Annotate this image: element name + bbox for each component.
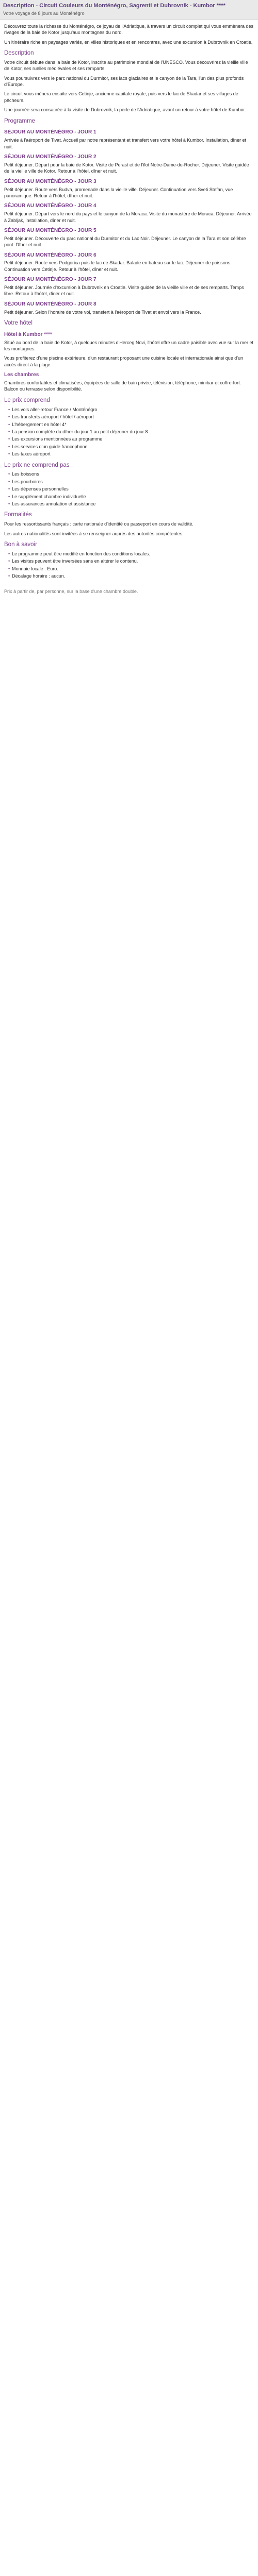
day-title: SÉJOUR AU MONTÉNÉGRO - JOUR 5	[4, 227, 96, 233]
good-to-know-section	[4, 541, 254, 579]
not-included-section	[4, 462, 254, 507]
section-heading: Le prix ne comprend pas	[4, 462, 70, 468]
day-title: SÉJOUR AU MONTÉNÉGRO - JOUR 6	[4, 252, 96, 258]
formalities-section	[4, 511, 254, 537]
list-item: • Les vols aller-retour France / Monténégro	[4, 406, 254, 413]
program-day	[4, 154, 254, 175]
program-section	[4, 117, 254, 315]
description-section	[4, 49, 254, 113]
main-content	[0, 20, 258, 600]
intro-paragraph: Découvrez toute la richesse du Monténégro, ce joyau de l'Adriatique, à travers un circuit complet qui vous emmènera des rivages de la baie de Kotor jusqu'aux montagnes du nord.	[4, 23, 253, 36]
day-title: SÉJOUR AU MONTÉNÉGRO - JOUR 3	[4, 178, 96, 184]
list-item: • Les assurances annulation et assistance	[4, 501, 254, 507]
day-text: Petit déjeuner. Journée d'excursion à Dubrovnik en Croatie. Visite guidée de la vieille ville et de ses remparts. Temps libre. Retour à l'hôtel, dîner et nuit.	[4, 284, 244, 297]
program-day	[4, 227, 254, 248]
day-text: Petit déjeuner. Route vers Budva, promenade dans la vieille ville. Déjeuner. Continuation vers Sveti Stefan, vue panoramique. Retour à l'hôtel, dîner et nuit.	[4, 187, 233, 198]
list-item: • L'hébergement en hôtel 4*	[4, 421, 254, 428]
list-item: • La pension complète du dîner du jour 1 au petit déjeuner du jour 8	[4, 429, 254, 435]
program-day	[4, 301, 254, 315]
day-text: Petit déjeuner. Départ pour la baie de Kotor. Visite de Perast et de l'îlot Notre-Dame-du-Rocher. Déjeuner. Visite guidée de la vieille ville de Kotor. Retour à l'hôtel, dîner et nuit.	[4, 162, 249, 174]
section-heading: Votre hôtel	[4, 319, 33, 326]
day-text: Petit déjeuner. Selon l'horaire de votre vol, transfert à l'aéroport de Tivat et envol vers la France.	[4, 309, 201, 315]
page-header	[0, 0, 258, 20]
section-heading: Le prix comprend	[4, 397, 50, 403]
day-text: Petit déjeuner. Route vers Podgorica puis le lac de Skadar. Balade en bateau sur le lac. Déjeuner de poissons. Continuation vers Cetinje. Retour à l'hôtel, dîner et nuit.	[4, 260, 232, 272]
program-day	[4, 202, 254, 224]
list-item: • Les excursions mentionnées au programme	[4, 436, 254, 442]
section-heading: Programme	[4, 117, 36, 124]
list-item: • Décalage horaire : aucun.	[4, 573, 254, 579]
day-text: Arrivée à l'aéroport de Tivat. Accueil par notre représentant et transfert vers votre hôtel à Kumbor. Installation, dîner et nuit.	[4, 138, 246, 149]
description-paragraph: Votre circuit débute dans la baie de Kotor, inscrite au patrimoine mondial de l'UNESCO. Vous découvrirez la vieille ville de Kotor, ses ruelles médiévales et ses remparts.	[4, 59, 248, 72]
rooms-heading: Les chambres	[4, 372, 39, 378]
footer-text: Prix à partir de, par personne, sur la base d'une chambre double.	[4, 588, 138, 594]
description-paragraph: Le circuit vous mènera ensuite vers Cetinje, ancienne capitale royale, puis vers le lac de Skadar et ses villages de pêcheurs.	[4, 91, 238, 103]
list-item: • Les dépenses personnelles	[4, 486, 254, 492]
list-item: • Le supplément chambre individuelle	[4, 494, 254, 500]
day-title: SÉJOUR AU MONTÉNÉGRO - JOUR 4	[4, 203, 96, 209]
description-paragraph: Vous poursuivrez vers le parc national du Durmitor, ses lacs glaciaires et le canyon de la Tara, l'un des plus profonds d'Europe.	[4, 75, 244, 87]
section-heading: Formalités	[4, 512, 32, 518]
included-section	[4, 397, 254, 457]
program-day	[4, 252, 254, 273]
day-title: SÉJOUR AU MONTÉNÉGRO - JOUR 8	[4, 301, 96, 307]
hotel-paragraph: Vous profiterez d'une piscine extérieure, d'un restaurant proposant une cuisine locale et internationale ainsi que d'un accès direct à la plage.	[4, 355, 243, 367]
formalities-paragraph: Les autres nationalités sont invitées à se renseigner auprès des autorités compétentes.	[4, 531, 184, 536]
hotel-section	[4, 319, 254, 393]
page-footer	[4, 585, 254, 595]
program-day	[4, 276, 254, 297]
day-title: SÉJOUR AU MONTÉNÉGRO - JOUR 1	[4, 129, 96, 135]
rooms-text: Chambres confortables et climatisées, équipées de salle de bain privée, télévision, téléphone, minibar et coffre-fort. Balcon ou terrasse selon disponibilité.	[4, 380, 241, 392]
formalities-paragraph: Pour les ressortissants français : carte nationale d'identité ou passeport en cours de validité.	[4, 521, 194, 527]
hotel-name: Hôtel à Kumbor ****	[4, 331, 52, 337]
day-text: Petit déjeuner. Découverte du parc national du Durmitor et du Lac Noir. Déjeuner. Le canyon de la Tara et son célèbre pont. Dîner et nuit.	[4, 235, 246, 248]
list-item: • Les services d'un guide francophone	[4, 444, 254, 450]
day-title: SÉJOUR AU MONTÉNÉGRO - JOUR 2	[4, 154, 96, 160]
section-heading: Bon à savoir	[4, 541, 37, 548]
program-day	[4, 129, 254, 150]
intro-paragraph: Un itinéraire riche en paysages variés, en villes historiques et en rencontres, avec une excursion à Dubrovnik en Croatie.	[4, 39, 253, 45]
day-text: Petit déjeuner. Départ vers le nord du pays et le canyon de la Moraca. Visite du monastère de Moraca. Déjeuner. Arrivée à Zabljak, installation, dîner et nuit.	[4, 211, 252, 223]
page-subtitle: Votre voyage de 8 jours au Monténégro	[3, 11, 85, 16]
list-item: • Monnaie locale : Euro.	[4, 566, 254, 572]
list-item: • Les boissons	[4, 471, 254, 477]
section-heading: Description	[4, 49, 34, 56]
list-item: • Les visites peuvent être inversées sans en altérer le contenu.	[4, 558, 254, 564]
list-item: • Les transferts aéroport / hôtel / aéroport	[4, 414, 254, 420]
list-item: • Les pourboires	[4, 479, 254, 485]
day-title: SÉJOUR AU MONTÉNÉGRO - JOUR 7	[4, 277, 96, 283]
list-item: • Les taxes aéroport	[4, 451, 254, 457]
list-item: • Le programme peut être modifié en fonction des conditions locales.	[4, 551, 254, 557]
hotel-paragraph: Situé au bord de la baie de Kotor, à quelques minutes d'Herceg Novi, l'hôtel offre un cadre paisible avec vue sur la mer et les montagnes.	[4, 340, 254, 352]
page-title: Description - Circuit Couleurs du Monténégro, Sagrenti et Dubrovnik - Kumbor ****	[3, 3, 225, 9]
description-paragraph: Une journée sera consacrée à la visite de Dubrovnik, la perle de l'Adriatique, avant un retour à votre hôtel de Kumbor.	[4, 107, 246, 113]
program-day	[4, 178, 254, 199]
